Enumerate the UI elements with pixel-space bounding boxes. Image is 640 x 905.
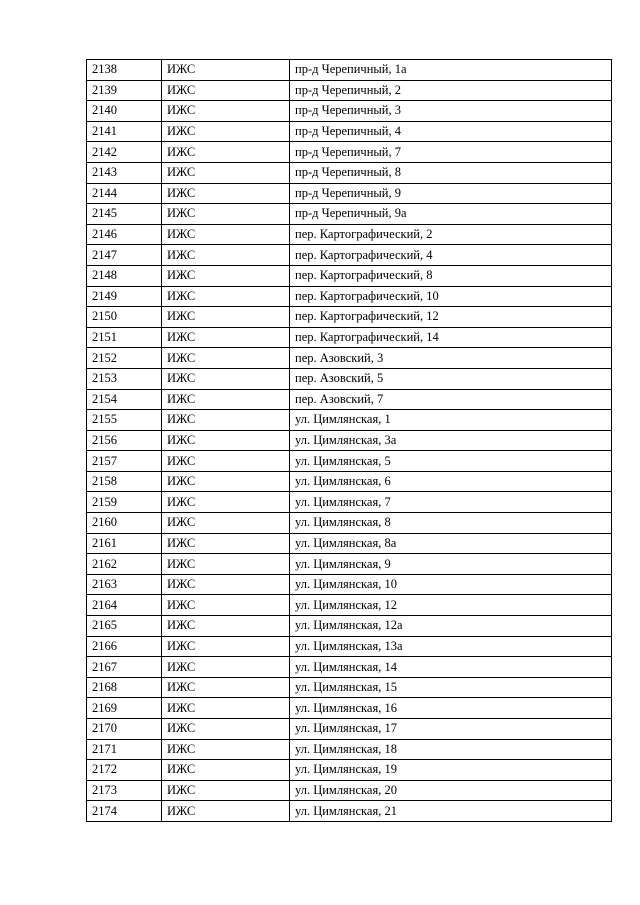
table-row bbox=[87, 307, 612, 328]
table-row bbox=[87, 698, 612, 719]
row-number-cell: 2139 bbox=[87, 80, 162, 101]
row-number-cell: 2165 bbox=[87, 616, 162, 637]
table-row bbox=[87, 430, 612, 451]
table-row bbox=[87, 60, 612, 81]
building-type-cell: ИЖС bbox=[162, 595, 290, 616]
row-number-cell: 2142 bbox=[87, 142, 162, 163]
building-type-cell: ИЖС bbox=[162, 265, 290, 286]
address-cell: ул. Цимлянская, 5 bbox=[290, 451, 612, 472]
row-number-cell: 2146 bbox=[87, 224, 162, 245]
address-cell: пр-д Черепичный, 7 bbox=[290, 142, 612, 163]
address-cell: ул. Цимлянская, 3а bbox=[290, 430, 612, 451]
registry-table-body bbox=[87, 60, 612, 822]
address-cell: ул. Цимлянская, 8 bbox=[290, 513, 612, 534]
address-cell: ул. Цимлянская, 20 bbox=[290, 780, 612, 801]
address-cell: пер. Картографический, 12 bbox=[290, 307, 612, 328]
row-number-cell: 2170 bbox=[87, 719, 162, 740]
table-row bbox=[87, 471, 612, 492]
row-number-cell: 2153 bbox=[87, 368, 162, 389]
building-type-cell: ИЖС bbox=[162, 245, 290, 266]
address-cell: пр-д Черепичный, 1а bbox=[290, 60, 612, 81]
row-number-cell: 2157 bbox=[87, 451, 162, 472]
address-cell: ул. Цимлянская, 16 bbox=[290, 698, 612, 719]
row-number-cell: 2155 bbox=[87, 410, 162, 431]
row-number-cell: 2169 bbox=[87, 698, 162, 719]
address-cell: ул. Цимлянская, 21 bbox=[290, 801, 612, 822]
table-row bbox=[87, 101, 612, 122]
address-registry-table bbox=[86, 59, 612, 822]
row-number-cell: 2159 bbox=[87, 492, 162, 513]
table-row bbox=[87, 760, 612, 781]
table-row bbox=[87, 224, 612, 245]
building-type-cell: ИЖС bbox=[162, 162, 290, 183]
row-number-cell: 2154 bbox=[87, 389, 162, 410]
table-row bbox=[87, 162, 612, 183]
building-type-cell: ИЖС bbox=[162, 780, 290, 801]
address-cell: ул. Цимлянская, 13а bbox=[290, 636, 612, 657]
building-type-cell: ИЖС bbox=[162, 142, 290, 163]
address-cell: пр-д Черепичный, 8 bbox=[290, 162, 612, 183]
address-cell: ул. Цимлянская, 7 bbox=[290, 492, 612, 513]
row-number-cell: 2156 bbox=[87, 430, 162, 451]
building-type-cell: ИЖС bbox=[162, 410, 290, 431]
row-number-cell: 2174 bbox=[87, 801, 162, 822]
table-row bbox=[87, 513, 612, 534]
row-number-cell: 2173 bbox=[87, 780, 162, 801]
row-number-cell: 2138 bbox=[87, 60, 162, 81]
table-row bbox=[87, 451, 612, 472]
table-row bbox=[87, 121, 612, 142]
row-number-cell: 2163 bbox=[87, 574, 162, 595]
table-row bbox=[87, 616, 612, 637]
address-cell: ул. Цимлянская, 10 bbox=[290, 574, 612, 595]
building-type-cell: ИЖС bbox=[162, 430, 290, 451]
building-type-cell: ИЖС bbox=[162, 471, 290, 492]
table-row bbox=[87, 80, 612, 101]
building-type-cell: ИЖС bbox=[162, 204, 290, 225]
building-type-cell: ИЖС bbox=[162, 121, 290, 142]
building-type-cell: ИЖС bbox=[162, 224, 290, 245]
address-cell: пр-д Черепичный, 9а bbox=[290, 204, 612, 225]
building-type-cell: ИЖС bbox=[162, 554, 290, 575]
building-type-cell: ИЖС bbox=[162, 327, 290, 348]
table-row bbox=[87, 142, 612, 163]
address-cell: пер. Картографический, 14 bbox=[290, 327, 612, 348]
table-row bbox=[87, 636, 612, 657]
row-number-cell: 2164 bbox=[87, 595, 162, 616]
row-number-cell: 2140 bbox=[87, 101, 162, 122]
address-cell: пр-д Черепичный, 3 bbox=[290, 101, 612, 122]
table-row bbox=[87, 595, 612, 616]
table-row bbox=[87, 719, 612, 740]
building-type-cell: ИЖС bbox=[162, 616, 290, 637]
building-type-cell: ИЖС bbox=[162, 719, 290, 740]
building-type-cell: ИЖС bbox=[162, 492, 290, 513]
table-row bbox=[87, 492, 612, 513]
building-type-cell: ИЖС bbox=[162, 451, 290, 472]
row-number-cell: 2143 bbox=[87, 162, 162, 183]
address-cell: пр-д Черепичный, 9 bbox=[290, 183, 612, 204]
table-row bbox=[87, 410, 612, 431]
address-cell: ул. Цимлянская, 17 bbox=[290, 719, 612, 740]
building-type-cell: ИЖС bbox=[162, 513, 290, 534]
table-row bbox=[87, 780, 612, 801]
table-row bbox=[87, 533, 612, 554]
row-number-cell: 2149 bbox=[87, 286, 162, 307]
address-cell: ул. Цимлянская, 19 bbox=[290, 760, 612, 781]
building-type-cell: ИЖС bbox=[162, 286, 290, 307]
address-cell: пер. Картографический, 4 bbox=[290, 245, 612, 266]
building-type-cell: ИЖС bbox=[162, 574, 290, 595]
building-type-cell: ИЖС bbox=[162, 739, 290, 760]
table-row bbox=[87, 574, 612, 595]
row-number-cell: 2160 bbox=[87, 513, 162, 534]
row-number-cell: 2166 bbox=[87, 636, 162, 657]
row-number-cell: 2161 bbox=[87, 533, 162, 554]
building-type-cell: ИЖС bbox=[162, 307, 290, 328]
building-type-cell: ИЖС bbox=[162, 101, 290, 122]
table-row bbox=[87, 245, 612, 266]
row-number-cell: 2148 bbox=[87, 265, 162, 286]
table-row bbox=[87, 183, 612, 204]
address-cell: ул. Цимлянская, 15 bbox=[290, 677, 612, 698]
table-row bbox=[87, 368, 612, 389]
table-row bbox=[87, 677, 612, 698]
building-type-cell: ИЖС bbox=[162, 657, 290, 678]
table-row bbox=[87, 657, 612, 678]
row-number-cell: 2145 bbox=[87, 204, 162, 225]
address-cell: ул. Цимлянская, 14 bbox=[290, 657, 612, 678]
address-cell: пер. Азовский, 3 bbox=[290, 348, 612, 369]
address-cell: ул. Цимлянская, 18 bbox=[290, 739, 612, 760]
address-cell: ул. Цимлянская, 12а bbox=[290, 616, 612, 637]
row-number-cell: 2158 bbox=[87, 471, 162, 492]
building-type-cell: ИЖС bbox=[162, 801, 290, 822]
row-number-cell: 2162 bbox=[87, 554, 162, 575]
table-row bbox=[87, 348, 612, 369]
table-row bbox=[87, 265, 612, 286]
row-number-cell: 2147 bbox=[87, 245, 162, 266]
building-type-cell: ИЖС bbox=[162, 698, 290, 719]
address-cell: ул. Цимлянская, 6 bbox=[290, 471, 612, 492]
building-type-cell: ИЖС bbox=[162, 368, 290, 389]
building-type-cell: ИЖС bbox=[162, 60, 290, 81]
row-number-cell: 2144 bbox=[87, 183, 162, 204]
row-number-cell: 2171 bbox=[87, 739, 162, 760]
building-type-cell: ИЖС bbox=[162, 183, 290, 204]
address-cell: пер. Картографический, 8 bbox=[290, 265, 612, 286]
table-row bbox=[87, 204, 612, 225]
building-type-cell: ИЖС bbox=[162, 389, 290, 410]
address-cell: пер. Картографический, 10 bbox=[290, 286, 612, 307]
building-type-cell: ИЖС bbox=[162, 760, 290, 781]
row-number-cell: 2152 bbox=[87, 348, 162, 369]
building-type-cell: ИЖС bbox=[162, 80, 290, 101]
row-number-cell: 2141 bbox=[87, 121, 162, 142]
address-cell: ул. Цимлянская, 9 bbox=[290, 554, 612, 575]
address-cell: пр-д Черепичный, 2 bbox=[290, 80, 612, 101]
table-row bbox=[87, 554, 612, 575]
building-type-cell: ИЖС bbox=[162, 636, 290, 657]
building-type-cell: ИЖС bbox=[162, 677, 290, 698]
address-cell: пер. Азовский, 7 bbox=[290, 389, 612, 410]
address-cell: ул. Цимлянская, 8а bbox=[290, 533, 612, 554]
address-cell: ул. Цимлянская, 1 bbox=[290, 410, 612, 431]
address-cell: пр-д Черепичный, 4 bbox=[290, 121, 612, 142]
row-number-cell: 2151 bbox=[87, 327, 162, 348]
table-row bbox=[87, 286, 612, 307]
table-row bbox=[87, 389, 612, 410]
address-cell: пер. Картографический, 2 bbox=[290, 224, 612, 245]
row-number-cell: 2172 bbox=[87, 760, 162, 781]
table-row bbox=[87, 801, 612, 822]
address-cell: пер. Азовский, 5 bbox=[290, 368, 612, 389]
table-row bbox=[87, 327, 612, 348]
row-number-cell: 2150 bbox=[87, 307, 162, 328]
building-type-cell: ИЖС bbox=[162, 533, 290, 554]
row-number-cell: 2167 bbox=[87, 657, 162, 678]
row-number-cell: 2168 bbox=[87, 677, 162, 698]
table-row bbox=[87, 739, 612, 760]
address-cell: ул. Цимлянская, 12 bbox=[290, 595, 612, 616]
building-type-cell: ИЖС bbox=[162, 348, 290, 369]
